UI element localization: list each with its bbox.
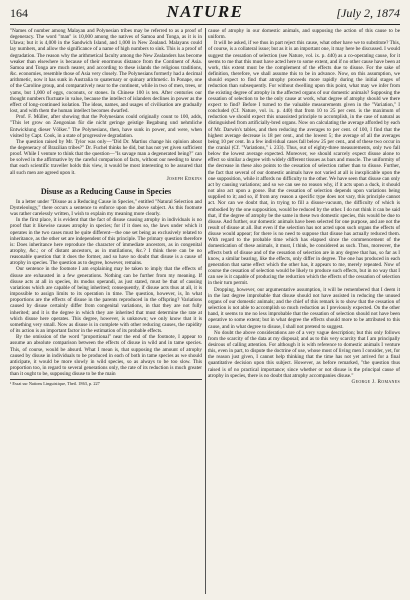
page-number: 164 [10, 6, 28, 20]
article-signature: George J. Romanes [351, 378, 400, 385]
column-divider [205, 28, 206, 594]
paragraph: No doubt the above considerations are of a very vague description; but this only follows from the scarcity of the data at my disposal; and as to this very scarcity that I am principally desirous of calling attention. For although it is with reference to domestic animals I venture this, even in part, to dispute the doctrine of use, whose most of living men I consider, yet, for the reason just given, I cannot help thinking that the time has not yet arrived for a final quantitative decision upon this subject. However, as before remarked, "the question thus raised is of no practical importance; since whether or not disuse is the principal cause of atrophy in species, there is no doubt that atrophy accompanies disuse." [208, 329, 400, 379]
paragraph: Prof. F. Müller, after showing that the Polynesians could originally count to 100, adds, "This let grow on Zengonian für die nicht geringe geistige Begabung und nehmliche Entwicklung dieser Völker." The Polynesians, then, have sunk in power, and were, when visited by Capt. Cook, in a state of progressive degradation. [10, 114, 202, 139]
paragraph: Dropping, however, our argumentative assumption, it will be remembered that I deem it in the last degree improbable that disuse should not have assisted in reducing the unused organs of our domestic animals; and the chief of this remark is to show that the cessation of selection is not able to accomplish so much reduction as I previously expected. On the other hand, it seems to me no less improbable that the cessation of selection should not have been operative to some extent; but in what degree the effects should more to be attributed to this cause, and in what degree to disuse, I shall not pretend to suggest. [208, 286, 400, 330]
article-heading: Disuse as a Reducing Cause in Species [40, 186, 172, 196]
paragraph: The question raised by Mr. Tylor was only—"Did Dr. Martius change his opinion about the degeneracy of Brazilian tribes?" Dr. Fuchel thinks he did, but has not yet given sufficient proof. While I venture to think that the question—"Is savage man a degenerated being?" can be solved in the affirmative by the careful comparison of facts, without our needing to know that each scientific traveller holds this view, it would be most interesting to be assured that all such men are agreed upon it. [10, 138, 202, 176]
paragraph: Our sentence in the footnote I am explaining may be taken to imply that the effects of disuse are exhausted in a few generations. Nothing can be further from my meaning. If disuse acts at all in species, its modus operandi, as just stated, must be that of causing variations which are capable of being inherited; consequently, if disuse acts thus at all, it is impossible to assign limits to its operation in time. The question, however, is, In what proportions are the effects of disuse in the parents reproduced in the offspring? Variations caused by disuse certainly differ from congenital variations, in that they are not fully inherited; and it is the degree in which they are inherited that must determine the rate at which disuse here operates. This degree, however, is unknown; we only know that it is something very small. Now as disuse is in complete with other reducing causes, the rapidity of its action is an important factor in the estimation of its probable effects. [10, 266, 202, 335]
right-column [208, 28, 400, 594]
paragraph: cause of atrophy in our domestic animals, and supposing the action of this cause to be uniform. [208, 28, 400, 41]
paragraph: By the omission of the word "proportional" near the end of the footnote, I appear to assume an absolute comparison between the effects of disuse in wild and in tame species. This, of course, would be absurd. What I mean is, that supposing the amount of atrophy caused by disuse in individuals to be produced in each of both in tame species as we should anticipate, it would be more slowly in wild species, so as always to be too slow. This proportion too, in regard to several generations only, the rate of its reduction is much greater than it ought to be, supposing disuse to be the main [10, 334, 202, 378]
footnote: ¹ Essai sur Nations Linguistique, Theil. 1863, p. 227 [10, 379, 202, 387]
page-header [10, 4, 400, 25]
paragraph: It will be asked, if we thus in part reject this cause, what other have we to substitute? This, of course, is a collateral issue; but as it is an important one, it may here be discussed. I would suggest the cessation of selection (see Nature, vol. ix. p. 440) as a co-operating cause, for it seems to me that this must have acted here to some extent, and if no other cause have been at work, this extent must be the complement of the effects due to disuse. For the sake of definition, therefore, we shall assume this to be in advance. Now, on this assumption, we should expect to find that atrophy proceeds more rapidly during the initial stages of reduction than subsequently. For without dwelling upon this point, what may we infer from the existing degree of atrophy in the affected organs of our domestic animals? Supposing the cessation of selection to be the only cause at work, what degree of atrophy should we there expect to find? Before I turned to the valuable measurements given in the "Variation," I concluded (Cf. Nature, vol. ix. p. 440) that from 10 to 25 per cent. is the maximum of reduction we should expect this unassisted principle to accomplish, in the case of natural as distinguished from artificially-bred organs. Now on calculating the average afforded by each of Mr. Darwin's tables, and then reducing the averages to per cent. of 100, I find that the highest average decrease is 18 per cent., and the lowest 5; the average of all the averages being 10 per cent. In a few individual cases fall below 25 per cent., and of these two occur in the cranial (Cf. "Variations," i. 233). Thus, out of eighty-three measurements, only two fall below the lowest average expected. Moreover, we should scarcely expect disuse alone to effect so similar a degree with widely different tissues as bars and muscle. The uniformity of the decrease in these also points to the cessation of selection rather than to disuse. Further, the fact that several of our domestic animals have not varied at all is inexplicable upon the one supposition, while it affords no difficulty to the other. We have seen that disuse can only act by causing variations; and so we can see no reason why, if it acts upon a duck, it should not also act upon a goose. But the cessation of selection depends upon variations being supplied to it; and so, if from any reason a specific type does not vary, this principle cannot act. Nor can we doubt that, in trying to fill a disuse-vacuum, the difficulty of which is embodied by the one supposition, would be reduced by the other. I do not think it can be said that, if the degree of atrophy be the same in these two domestic species, this would be due to disuse. And further, our domestic animals have been selected for one purpose, and are not the result of disuse at all. But even if the selection has not acted upon such organs the effects of disuse would appear; for there is no need to suppose that disuse has actually reduced them. With regard to the probable time which has elapsed since the commencement of the domestication of these animals, it must, I think, be considered as such. Thus, moreover, the effects both of disuse and of the cessation of selection are in any degree that has, so far as I know, a similar bearing, like the effects, only differ in degree. The one has produced in each generation that same effect which the other has, it appears to me, merely repeated. Now of course the cessation of selection would be likely to produce such effects, but in no way that I can see is it capable of producing the reduction which the effects of the cessation of selection in their turn permit. [208, 40, 400, 287]
left-column [10, 28, 202, 594]
paragraph: In a letter under "Disuse as a Reducing Cause in Species," entitled "Natural Selection and Dysteleology," there occurs a sentence to enforce upon the above subject. As this footnote was rather carelessly written, I wish to explain my meaning more clearly. [10, 198, 202, 218]
paragraph: "Names of number among Malayan and Polynesian tribes may be referred to as a proof of degeneracy. The word "man" is 10,000 among the natives of Samoa and Tonga, as it is in Ulawa; but it is 4,000 in the Sandwich Island, and 1,000 in New Zealand. Malayans could lay numbers, and allow the significance of a name of high numbers to sink. This is a proof of degradation. The reason why the arithmetical faculty among the New Zealanders has become weaker than elsewhere is because of their enormous distance from the Continent of Asia. Samoa and Tonga are much nearer, and according to these islands the religious traditions, &c. economies, resemble those of Asia very closely. The Polynesians formerly had a decimal arithmetic, now it has sunk in Australia to quaternary or quinary arithmetic. In Ponape, one of the Caroline group, and comparatively near to the continent, while in two of men, trees, or yams, but 1,000 of eggs, coconuts, or stones. In Chinese 100 is ten. After centuries our thought numbers fluctuate in value, because the intellect of islanders declines in power as the effect of long-continued isolation. The ideas, names, and usages of civilisation are gradually lost, and with them the human intellect becomes dwarfed. [10, 28, 202, 115]
letter-signature: Joseph Edkins [166, 175, 202, 182]
issue-date: [July 2, 1874 [336, 6, 400, 20]
paragraph: In the first place, it is evident that the fact of disuse causing atrophy in individuals is no proof that it likewise causes atrophy in species; for if it does so, the laws under which it operates in the two cases must be quite different—the one set being as exclusively related to inheritance, as the other set are independent of this principle. The primary question therefore is: Does inheritance here reproduce the character of immediate ancestors, as in congenital atrophy, &c.; or of distant ancestors, as in mutilations, &c.? I think there can be no reasonable question that it does the former, and so have no doubt that disuse is a cause of atrophy in species. The question as to degree, however, remains. [10, 217, 202, 267]
journal-title: NATURE [166, 2, 244, 21]
